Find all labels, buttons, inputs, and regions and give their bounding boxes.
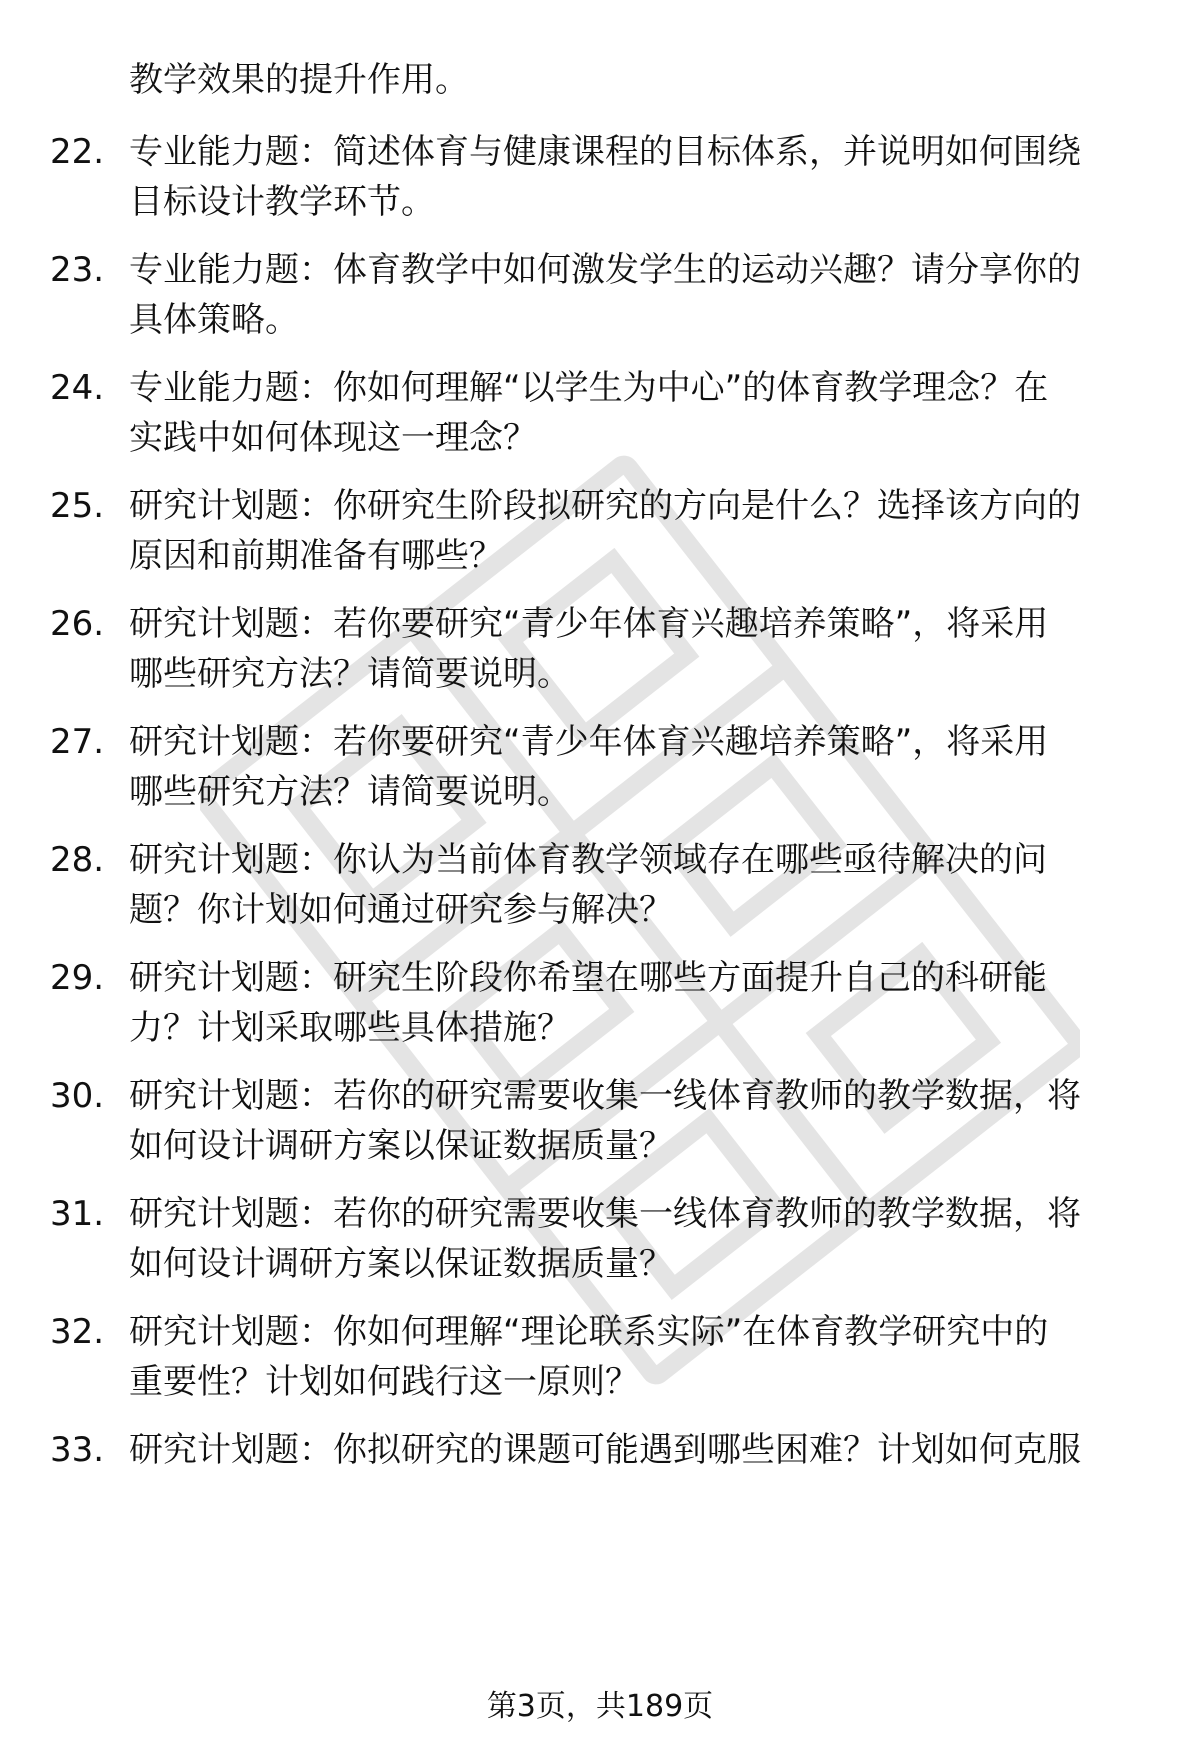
question-line: 研究计划题：你如何理解“理论联系实际”在体育教学研究中的 [129,1312,1049,1352]
question-number: 26. [50,604,105,644]
question-line: 研究计划题：你研究生阶段拟研究的方向是什么？选择该方向的 [129,486,1081,526]
question-text [129,599,1149,699]
question-text [129,363,1149,463]
question-line: 研究计划题：若你要研究“青少年体育兴趣培养策略”，将采用 [129,604,1049,644]
question-line: 力？计划采取哪些具体措施？ [129,1008,571,1048]
question-line: 研究计划题：若你的研究需要收集一线体育教师的教学数据，将 [129,1076,1081,1116]
question-number: 31. [50,1194,105,1234]
question-number: 25. [50,486,105,526]
question-number: 29. [50,958,105,998]
question-line: 研究计划题：你认为当前体育教学领域存在哪些亟待解决的问 [129,840,1047,880]
question-line: 研究计划题：研究生阶段你希望在哪些方面提升自己的科研能 [129,958,1047,998]
question-number: 30. [50,1076,105,1116]
question-line: 如何设计调研方案以保证数据质量？ [129,1244,673,1284]
question-number: 24. [50,368,105,408]
question-text [129,717,1149,817]
question-line: 哪些研究方法？请简要说明。 [129,654,571,694]
question-line: 哪些研究方法？请简要说明。 [129,772,571,812]
page-footer: 第3页，共189页 [486,1689,714,1724]
question-line: 如何设计调研方案以保证数据质量？ [129,1126,673,1166]
question-number: 22. [50,132,105,172]
question-line: 专业能力题：体育教学中如何激发学生的运动兴趣？请分享你的 [129,250,1081,290]
question-text [129,245,1149,345]
question-text [129,953,1149,1053]
question-text [129,1189,1149,1289]
question-text [129,835,1149,935]
question-text [129,127,1149,227]
question-line: 原因和前期准备有哪些？ [129,536,503,576]
question-line: 专业能力题：简述体育与健康课程的目标体系，并说明如何围绕 [129,132,1081,172]
question-text [129,481,1149,581]
question-line: 重要性？计划如何践行这一原则？ [129,1362,639,1402]
question-text [129,1071,1149,1171]
question-number: 27. [50,722,105,762]
question-line: 具体策略。 [129,300,299,340]
question-number: 28. [50,840,105,880]
question-line: 题？你计划如何通过研究参与解决？ [129,890,673,930]
question-line: 实践中如何体现这一理念？ [129,418,537,458]
question-line: 研究计划题：你拟研究的课题可能遇到哪些困难？计划如何克服 [129,1430,1081,1470]
question-line: 研究计划题：若你的研究需要收集一线体育教师的教学数据，将 [129,1194,1081,1234]
question-line: 研究计划题：若你要研究“青少年体育兴趣培养策略”，将采用 [129,722,1049,762]
question-text [129,1425,1149,1475]
continuation-text: 教学效果的提升作用。 [129,60,469,100]
question-text [129,1307,1149,1407]
question-number: 23. [50,250,105,290]
question-number: 33. [50,1430,105,1470]
question-number: 32. [50,1312,105,1352]
question-line: 专业能力题：你如何理解“以学生为中心”的体育教学理念？在 [129,368,1049,408]
question-line: 目标设计教学环节。 [129,182,435,222]
